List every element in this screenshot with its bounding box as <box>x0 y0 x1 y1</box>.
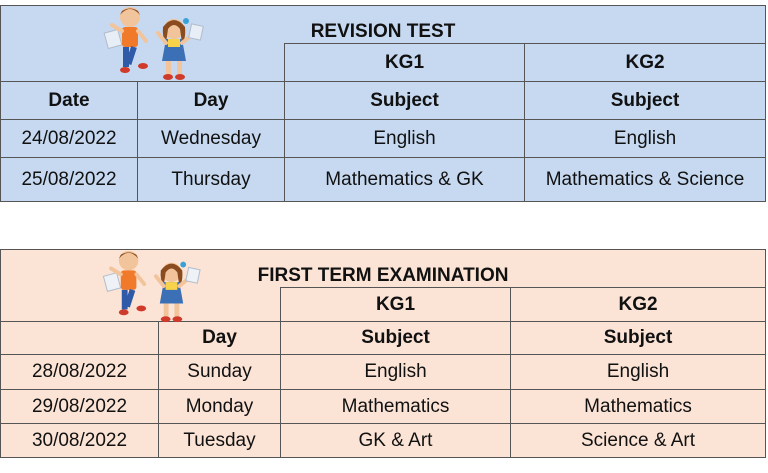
kg1-subject-cell: Mathematics <box>281 390 511 424</box>
day-cell: Thursday <box>138 158 285 202</box>
table-row <box>1 390 766 424</box>
first-term-day-header: Day <box>159 322 281 355</box>
day-cell: Tuesday <box>159 424 281 458</box>
revision-title: REVISION TEST <box>310 21 456 42</box>
table-row <box>1 424 766 458</box>
date-cell: 25/08/2022 <box>1 158 138 202</box>
day-cell: Sunday <box>159 355 281 390</box>
revision-kg1-header: KG1 <box>285 44 525 82</box>
date-cell: 30/08/2022 <box>1 424 159 458</box>
kg2-subject-cell: Mathematics <box>511 390 766 424</box>
revision-kg1-subject-header: Subject <box>285 82 525 120</box>
kg1-subject-cell: English <box>285 120 525 158</box>
day-cell: Monday <box>159 390 281 424</box>
first-term-kg2-subject-header: Subject <box>511 322 766 355</box>
kg2-subject-cell: Mathematics & Science <box>525 158 766 202</box>
day-cell: Wednesday <box>138 120 285 158</box>
kg2-subject-cell: English <box>511 355 766 390</box>
revision-kg2-header: KG2 <box>525 44 766 82</box>
kg1-subject-cell: Mathematics & GK <box>285 158 525 202</box>
table-row <box>1 355 766 390</box>
revision-kg2-subject-header: Subject <box>525 82 766 120</box>
kids-illustration <box>100 3 208 83</box>
revision-date-header: Date <box>1 82 138 120</box>
revision-day-header: Day <box>138 82 285 120</box>
first-term-date-header <box>1 322 159 355</box>
kids-illustration <box>96 247 208 325</box>
kg1-subject-cell: English <box>281 355 511 390</box>
date-cell: 28/08/2022 <box>1 355 159 390</box>
first-term-kg2-header: KG2 <box>511 288 766 322</box>
first-term-kg1-header: KG1 <box>281 288 511 322</box>
table-row <box>1 120 766 158</box>
first-term-kg1-subject-header: Subject <box>281 322 511 355</box>
kg2-subject-cell: English <box>525 120 766 158</box>
date-cell: 24/08/2022 <box>1 120 138 158</box>
first-term-title: FIRST TERM EXAMINATION <box>257 265 509 286</box>
kg2-subject-cell: Science & Art <box>511 424 766 458</box>
table-row <box>1 158 766 202</box>
date-cell: 29/08/2022 <box>1 390 159 424</box>
kg1-subject-cell: GK & Art <box>281 424 511 458</box>
